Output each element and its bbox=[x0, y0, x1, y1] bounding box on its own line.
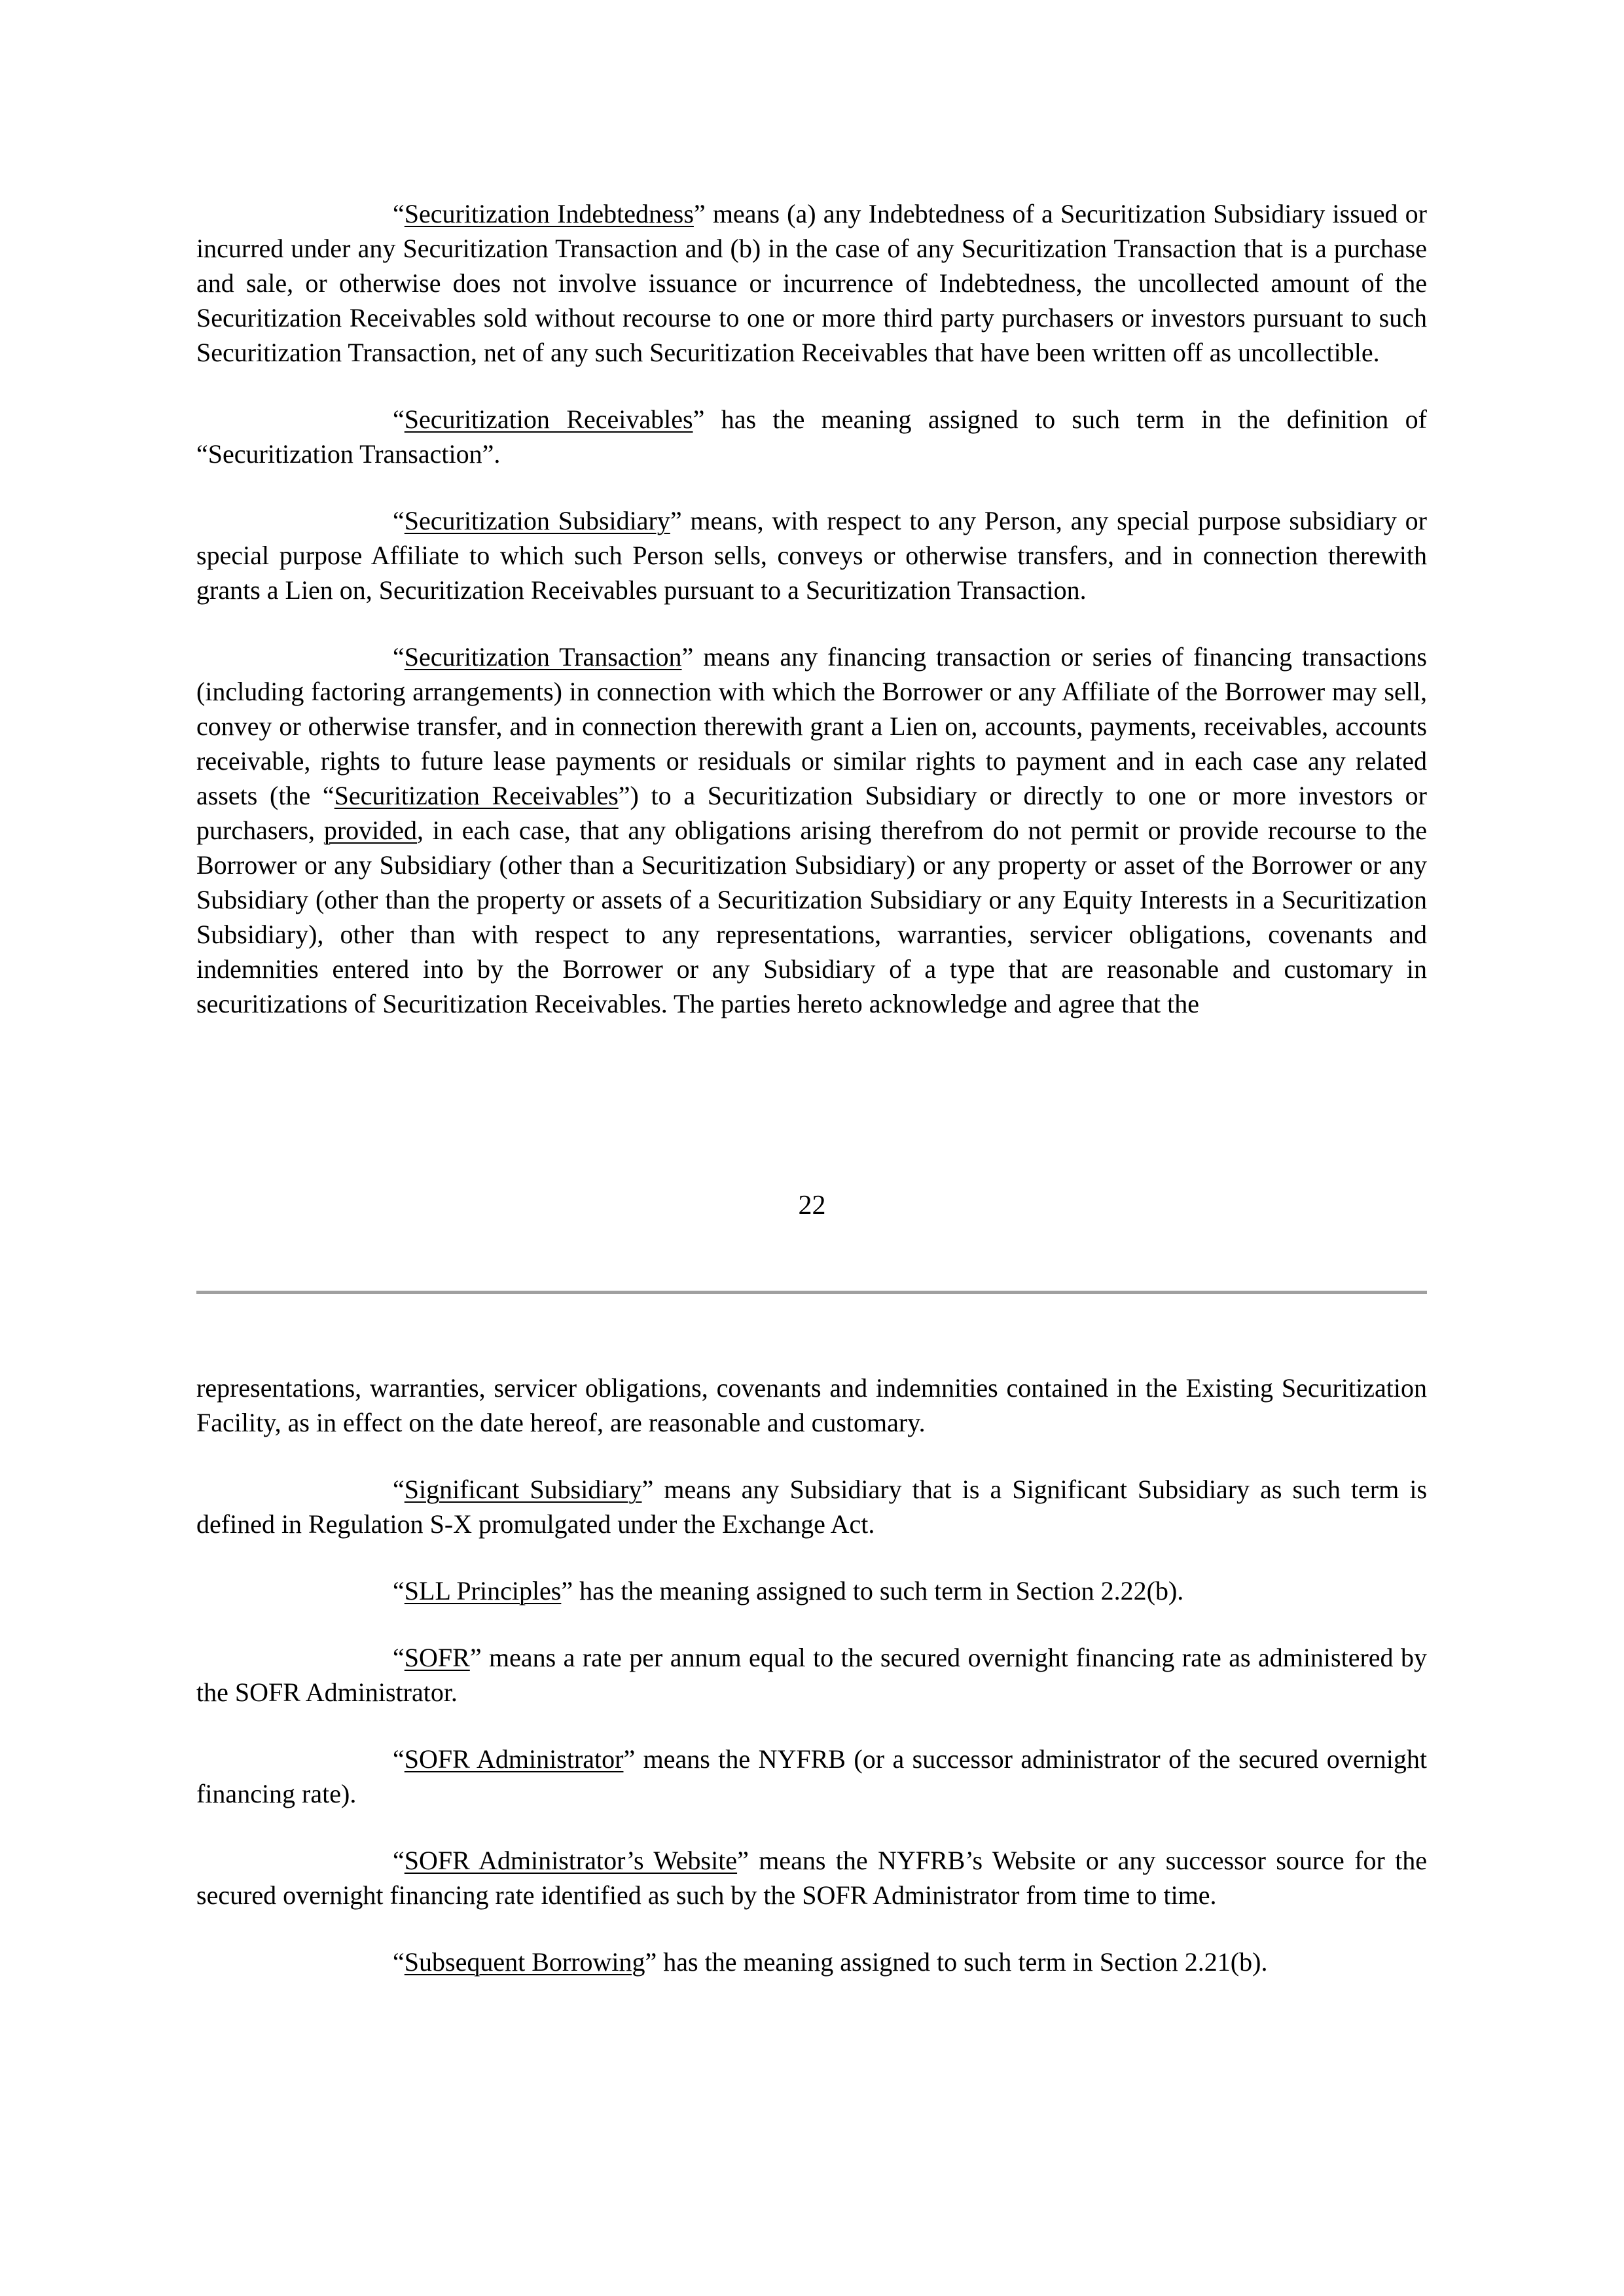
provided-keyword: provided bbox=[323, 816, 418, 845]
definition-subsequent-borrowing bbox=[196, 1945, 1427, 1979]
definition-text: means, with respect to any Person, any special purpose subsidiary or special purpose Affiliate to which such Person sells, conveys or otherwise transfers, and in connection therewith grants a Lien on, Securitization Receivables pursuant to a Securitization Transaction. bbox=[196, 506, 1427, 605]
definition-text: means any financing transaction or series of financing transactions (including factoring arrangements) in connection with which the Borrower or any Affiliate of the Borrower may sell, convey or otherwise transfer, and in connection therewith grant a Lien on, accounts, payments, receivables, accounts receivable, rights to future lease payments or residuals or similar rights to payment and in each case any related assets (the “ bbox=[196, 642, 1428, 810]
defined-term: SLL Principles bbox=[404, 1576, 562, 1605]
definition-text: means the NYFRB (or a successor administrator of the secured overnight financing rate). bbox=[196, 1744, 1428, 1808]
open-quote: “ bbox=[393, 1947, 405, 1977]
definition-text: means a rate per annum equal to the secured overnight financing rate as administered by the SOFR Administrator. bbox=[196, 1643, 1427, 1707]
defined-term: Securitization Transaction bbox=[404, 642, 682, 672]
definition-sll-principles bbox=[196, 1573, 1427, 1608]
page-22-content bbox=[196, 196, 1427, 1021]
close-quote: ” bbox=[469, 1643, 482, 1672]
definition-sofr-administrators-website bbox=[196, 1843, 1427, 1912]
open-quote: “ bbox=[393, 1475, 405, 1504]
definition-securitization-subsidiary bbox=[196, 503, 1427, 607]
defined-term: Securitization Indebtedness bbox=[404, 199, 694, 228]
defined-term: SOFR Administrator bbox=[404, 1744, 624, 1774]
close-quote: ” bbox=[670, 506, 682, 535]
definition-securitization-indebtedness bbox=[196, 196, 1427, 370]
open-quote: “ bbox=[393, 199, 405, 228]
open-quote: “ bbox=[393, 1846, 405, 1875]
definition-securitization-transaction bbox=[196, 639, 1427, 1021]
defined-term: SOFR bbox=[404, 1643, 470, 1672]
close-quote: ” bbox=[693, 199, 706, 228]
close-quote: ” bbox=[681, 642, 694, 672]
continuation-paragraph: representations, warranties, servicer obligations, covenants and indemnities contained in the Existing Securitization Facility, as in effect on the date hereof, are reasonable and customary. bbox=[196, 1373, 1427, 1437]
defined-term: Securitization Subsidiary bbox=[404, 506, 670, 535]
close-quote: ” bbox=[693, 404, 705, 434]
open-quote: “ bbox=[393, 1744, 405, 1774]
close-quote: ” bbox=[641, 1475, 654, 1504]
close-quote: ” bbox=[623, 1744, 636, 1774]
open-quote: “ bbox=[393, 404, 405, 434]
definition-text: , in each case, that any obligations arising therefrom do not permit or provide recourse to the Borrower or any Subsidiary (other than a Securitization Subsidiary) or any property or asset of the Borrower or any Subsidiary (other than the property or assets of a Securitization Subsidiary or any Equity Interests in a Securitization Subsidiary), other than with respect to any representations, warranties, servicer obligations, covenants and indemnities entered into by the Borrower or any Subsidiary of a type that are reasonable and customary in securitizations of Securitization Receivables. The parties hereto acknowledge and agree that the bbox=[196, 816, 1427, 1018]
defined-term: Securitization Receivables bbox=[404, 404, 693, 434]
inline-defined-term: Securitization Receivables bbox=[334, 781, 619, 810]
definition-significant-subsidiary bbox=[196, 1472, 1427, 1541]
open-quote: “ bbox=[393, 1576, 405, 1605]
definition-text: means (a) any Indebtedness of a Securitization Subsidiary issued or incurred under any Securitization Transaction and (b) in the case of any Securitization Transaction that is a purchase and sale, or otherwise does not involve issuance or incurrence of Indebtedness, the uncollected amount of the Securitization Receivables sold without recourse to one or more third party purchasers or investors pursuant to such Securitization Transaction, net of any such Securitization Receivables that have been written off as uncollectible. bbox=[196, 199, 1427, 367]
open-quote: “ bbox=[393, 1643, 405, 1672]
page-23-content bbox=[196, 1371, 1427, 1979]
page-number: 22 bbox=[798, 1191, 826, 1221]
defined-term: Subsequent Borrowing bbox=[404, 1947, 645, 1977]
definition-sofr-administrator bbox=[196, 1742, 1427, 1811]
open-quote: “ bbox=[393, 506, 405, 535]
definition-text: ”) to a Securitization Subsidiary or directly to one or more investors or purchasers, bbox=[196, 781, 1427, 845]
page-divider bbox=[196, 1291, 1427, 1294]
definition-text: means any Subsidiary that is a Significant Subsidiary as such term is defined in Regulation S-X promulgated under the Exchange Act. bbox=[196, 1475, 1428, 1539]
definition-securitization-receivables bbox=[196, 402, 1427, 471]
defined-term: Significant Subsidiary bbox=[404, 1475, 642, 1504]
close-quote: ” bbox=[561, 1576, 573, 1605]
close-quote: ” bbox=[645, 1947, 657, 1977]
definition-text: means the NYFRB’s Website or any successor source for the secured overnight financing rate identified as such by the SOFR Administrator from time to time. bbox=[196, 1846, 1427, 1910]
close-quote: ” bbox=[737, 1846, 749, 1875]
open-quote: “ bbox=[393, 642, 405, 672]
definition-text: has the meaning assigned to such term in the definition of “Securitization Transaction”. bbox=[196, 404, 1427, 469]
defined-term: SOFR Administrator’s Website bbox=[404, 1846, 738, 1875]
definition-sofr bbox=[196, 1640, 1427, 1710]
definition-text: has the meaning assigned to such term in Section 2.21(b). bbox=[657, 1947, 1268, 1977]
definition-text: has the meaning assigned to such term in Section 2.22(b). bbox=[573, 1576, 1184, 1605]
